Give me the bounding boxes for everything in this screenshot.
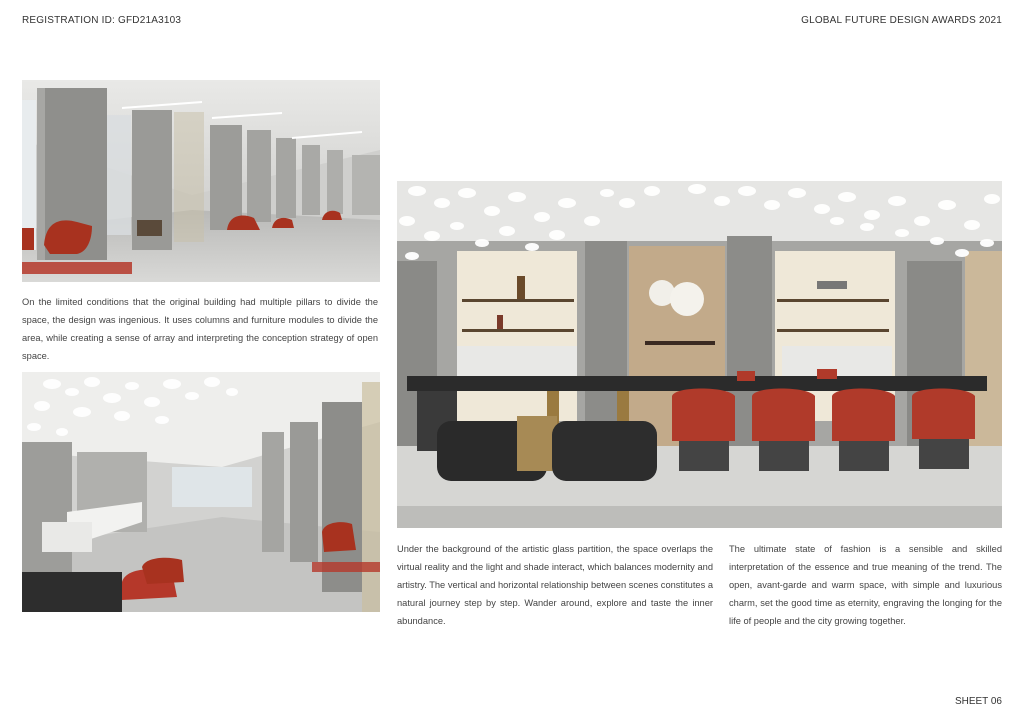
award-title: GLOBAL FUTURE DESIGN AWARDS 2021 [801,15,1002,26]
pillars-description: On the limited conditions that the original building had multiple pillars to divide the space, the design was ingenious. It uses columns and furniture modules to divide the area, while creating a sense of array and interpreting the conception strategy of open space. [22,297,378,361]
dining-table-photo [397,181,1002,528]
registration-id: REGISTRATION ID: GFD21A3103 [22,15,182,26]
lounge-pillars-photo [22,80,380,282]
partition-description: Under the background of the artistic glass partition, the space overlaps the virtual reality and the light and shade interact, which balances modernity and artistry. The vertical and horizontal relationship between scenes constitutes a natural journey step by step. Wander around, explore and taste the inner abundance. [397,544,713,626]
fashion-description: The ultimate state of fashion is a sensible and skilled interpretation of the essence and true meaning of the trend. The open, avant-garde and warm space, with simple and luxurious charm, set the good time as eternity, engraving the longing for the life of people and the city growing together. [729,544,1002,626]
reception-lobby-photo [22,372,380,612]
sheet-number: SHEET 06 [954,696,1002,707]
